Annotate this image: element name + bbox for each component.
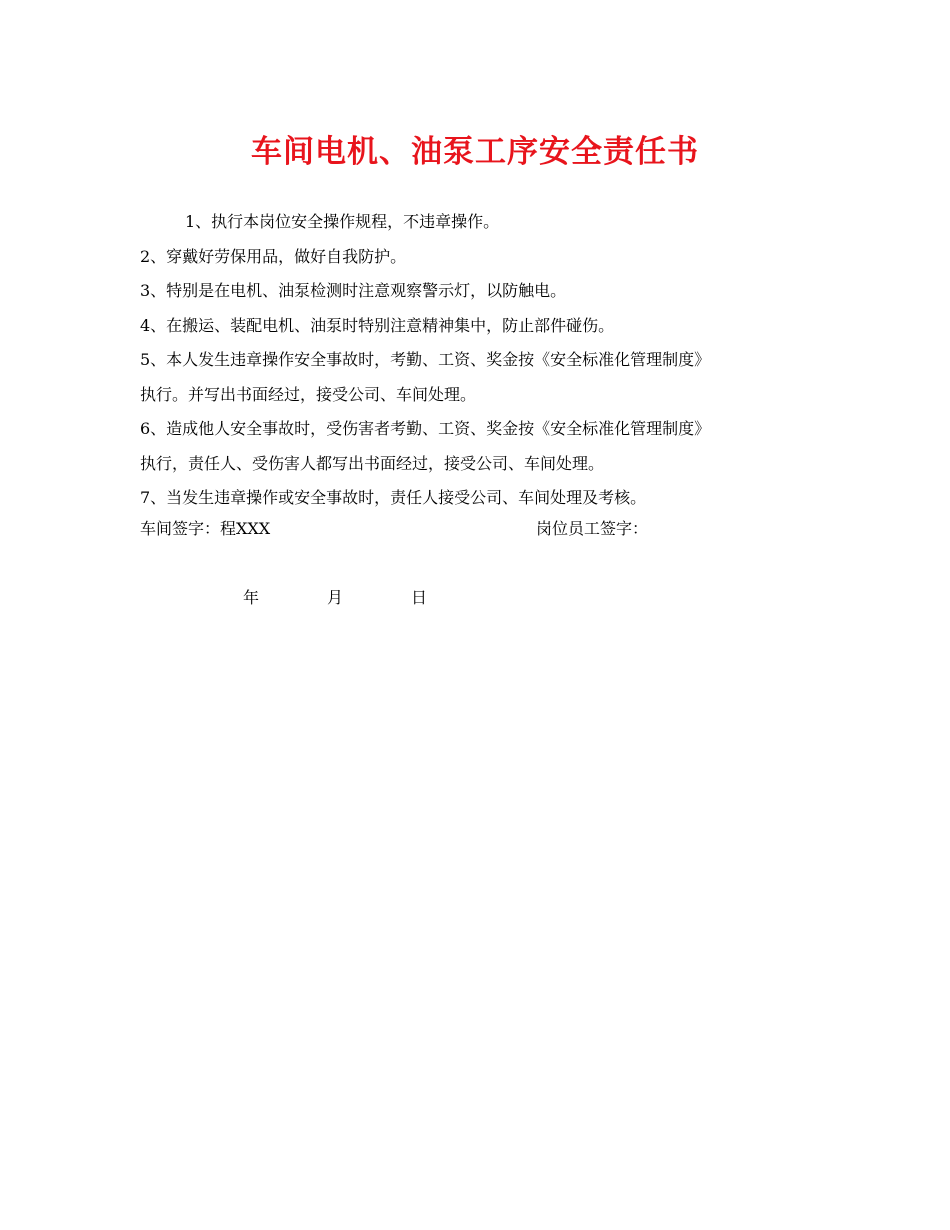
date-day: 日	[411, 588, 428, 607]
clause-5: 5、本人发生违章操作安全事故时，考勤、工资、奖金按《安全标准化管理制度》	[140, 350, 711, 369]
clause-list	[140, 205, 820, 516]
date-month: 月	[327, 588, 344, 607]
clause-4: 4、在搬运、装配电机、油泵时特别注意精神集中，防止部件碰伤。	[140, 315, 615, 335]
employee-signature: 岗位员工签字：	[536, 519, 649, 538]
workshop-signature: 车间签字：程XXX	[140, 519, 271, 538]
document-title: 车间电机、油泵工序安全责任书	[251, 134, 699, 170]
clause-3: 3、特别是在电机、油泵检测时注意观察警示灯，以防触电。	[140, 281, 567, 300]
clause-6: 6、造成他人安全事故时，受伤害者考勤、工资、奖金按《安全标准化管理制度》	[140, 419, 711, 438]
signature-row	[140, 516, 820, 542]
date-year: 年	[243, 588, 260, 607]
clause-2: 2、穿戴好劳保用品，做好自我防护。	[140, 246, 407, 266]
clause-5-continued: 执行。并写出书面经过，接受公司、车间处理。	[140, 384, 477, 404]
clause-7: 7、当发生违章操作或安全事故时，责任人接受公司、车间处理及考核。	[140, 488, 647, 507]
date-row	[0, 585, 950, 611]
clause-6-continued: 执行，责任人、受伤害人都写出书面经过，接受公司、车间处理。	[140, 453, 605, 473]
clause-1: 1、执行本岗位安全操作规程，不违章操作。	[185, 212, 500, 231]
